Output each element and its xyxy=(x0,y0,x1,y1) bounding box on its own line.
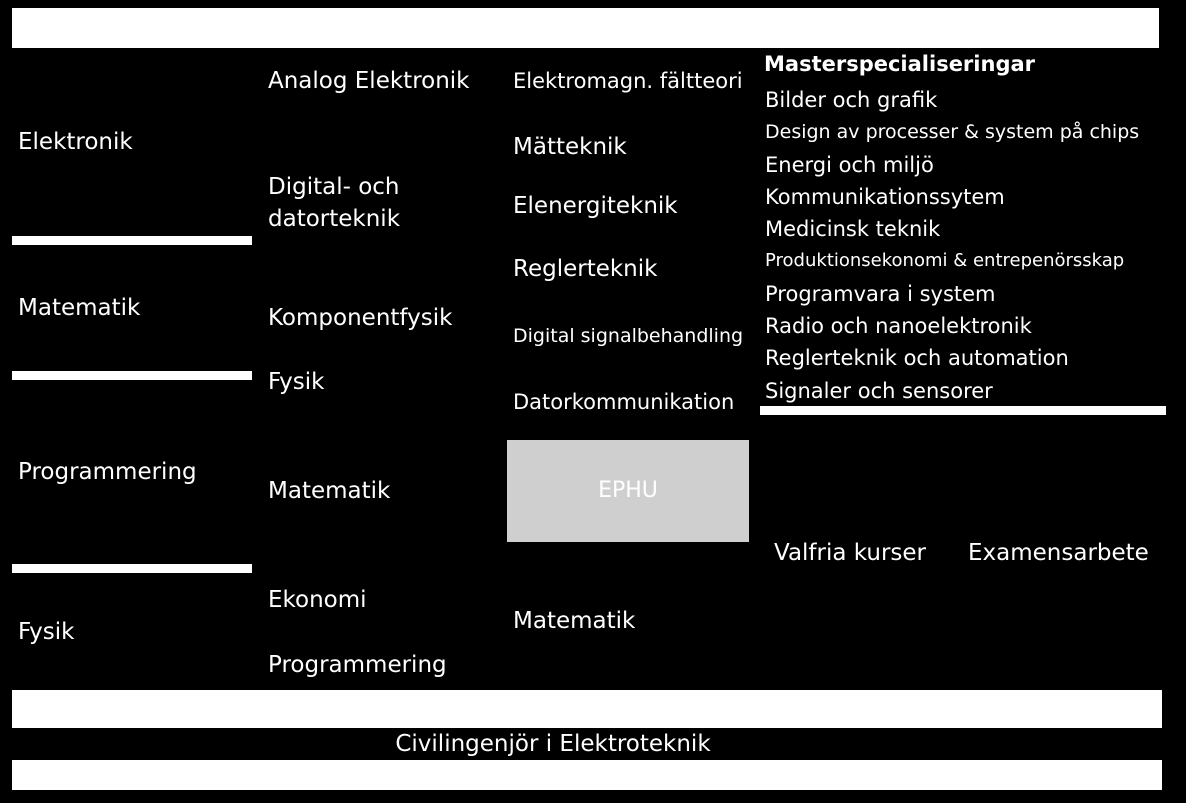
course-label: Programmering xyxy=(18,459,197,485)
course-label: EPHU xyxy=(598,478,658,503)
course-block-digital-datorteknik xyxy=(262,122,498,284)
course-block-elenergiteknik xyxy=(507,182,749,230)
master-specializations xyxy=(760,48,1166,406)
list-item: Programvara i system xyxy=(765,281,996,306)
bottom-band-upper xyxy=(12,690,1162,728)
course-block-digital-signalbehandling xyxy=(507,308,749,364)
course-block-elektronik xyxy=(12,48,252,236)
course-block-elektromagn-faltteori xyxy=(507,50,749,112)
course-block-reglerteknik xyxy=(507,240,749,298)
list-item: Design av processer & system på chips xyxy=(765,121,1140,144)
master-separator xyxy=(760,406,1166,415)
course-block-fysik xyxy=(12,573,252,690)
course-block-programmering xyxy=(12,380,252,564)
course-label: Reglerteknik xyxy=(513,256,658,282)
course-label: Elenergiteknik xyxy=(513,193,678,219)
col1-separator xyxy=(12,564,252,573)
course-block-examensarbete xyxy=(962,416,1166,690)
list-item: Bilder och grafik xyxy=(765,88,938,112)
course-label: Elektronik xyxy=(18,129,133,155)
course-block-analog-elektronik xyxy=(262,50,498,112)
course-label: Fysik xyxy=(18,618,75,645)
course-label: Programmering xyxy=(268,652,447,678)
list-item: Produktionsekonomi & entrepenörsskap xyxy=(765,250,1125,272)
course-block-matematik xyxy=(12,245,252,371)
course-label: Mätteknik xyxy=(513,134,627,160)
course-label: Elektromagn. fältteori xyxy=(513,69,743,93)
course-label: Valfria kurser xyxy=(774,540,927,566)
course-label: Komponentfysik xyxy=(268,305,453,331)
course-block-ephu xyxy=(507,440,749,542)
course-block-valfria-kurser xyxy=(760,416,952,690)
list-item: Reglerteknik och automation xyxy=(765,346,1069,371)
program-title: Civilingenjör i Elektroteknik xyxy=(395,731,711,757)
col1-separator xyxy=(12,371,252,380)
course-block-ekonomi xyxy=(262,570,498,630)
course-block-matematik xyxy=(507,552,749,690)
course-label: Datorkommunikation xyxy=(513,390,735,414)
list-item: Energi och miljö xyxy=(765,152,934,177)
list-item: Medicinsk teknik xyxy=(765,217,941,242)
list-item: Kommunikationssytem xyxy=(765,184,1005,209)
course-block-matteknik xyxy=(507,122,749,172)
top-band xyxy=(12,8,1159,48)
course-block-fysik xyxy=(262,352,498,412)
course-block-matematik xyxy=(262,422,498,560)
course-block-datorkommunikation xyxy=(507,374,749,430)
course-label: Matematik xyxy=(268,478,391,504)
course-block-komponentfysik xyxy=(262,294,498,342)
course-label: Digital signalbehandling xyxy=(513,325,744,347)
course-label: Digital- och datorteknik xyxy=(268,174,401,232)
bottom-band-lower xyxy=(12,760,1162,790)
master-title: Masterspecialiseringar xyxy=(764,52,1036,76)
list-item: Radio och nanoelektronik xyxy=(765,314,1032,339)
course-label: Matematik xyxy=(18,295,141,321)
course-label: Examensarbete xyxy=(968,540,1149,566)
list-item: Signaler och sensorer xyxy=(765,378,993,403)
course-label: Ekonomi xyxy=(268,587,367,613)
course-label: Matematik xyxy=(513,608,636,634)
master-list xyxy=(765,84,1139,407)
col1-separator xyxy=(12,236,252,245)
course-label: Analog Elektronik xyxy=(268,68,470,94)
course-label: Fysik xyxy=(268,369,325,395)
course-block-programmering xyxy=(262,640,498,690)
